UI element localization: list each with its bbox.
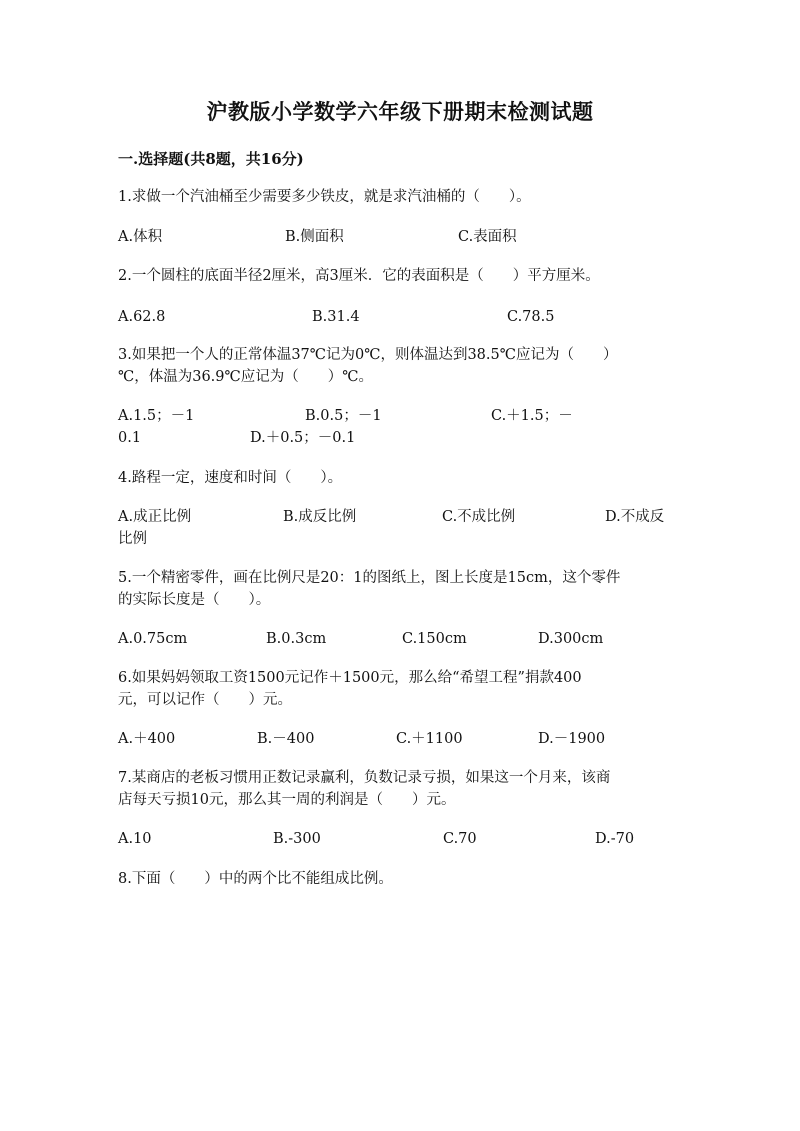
q4-option-c: C.不成比例 [442,509,516,525]
question-8-line-1: 8.下面（ ）中的两个比不能组成比例。 [118,871,393,887]
q7-option-b: B.-300 [273,831,321,847]
question-4-stem [118,467,678,489]
q7-option-c: C.70 [443,831,477,847]
question-7-stem [118,767,678,811]
question-7-line-1: 7.某商店的老板习惯用正数记录赢利，负数记录亏损，如果这一个月来，该商 [118,770,611,786]
question-3-stem [118,344,678,388]
q6-option-b: B.－400 [257,731,315,747]
q3-option-d: D.＋0.5；－0.1 [250,430,356,446]
question-2-line-1: 2.一个圆柱的底面半径2厘米，高3厘米．它的表面积是（ ）平方厘米。 [118,268,600,284]
page-title: 沪教版小学数学六年级下册期末检测试题 [206,99,594,124]
q6-option-d: D.－1900 [538,731,606,747]
q5-option-b: B.0.3cm [266,631,327,647]
q2-option-c: C.78.5 [507,309,555,325]
q4-option-d: D.不成反 [605,509,665,525]
q1-option-b: B.侧面积 [285,229,344,245]
question-5-line-1: 5.一个精密零件，画在比例尺是20：1的图纸上，图上长度是15cm，这个零件 [118,570,621,586]
q2-option-b: B.31.4 [312,309,360,325]
q5-option-a: A.0.75cm [118,631,188,647]
q5-option-d: D.300cm [538,631,604,647]
question-3-line-2: ℃，体温为36.9℃应记为（ ）℃。 [118,369,373,385]
q1-option-a: A.体积 [118,229,163,245]
q6-option-c: C.＋1100 [396,731,463,747]
question-6-line-2: 元，可以记作（ ）元。 [118,692,292,708]
question-8-stem [118,868,678,890]
q1-option-c: C.表面积 [458,229,517,245]
q3-option-b: B.0.5；－1 [305,408,382,424]
question-3-line-1: 3.如果把一个人的正常体温37℃记为0℃，则体温达到38.5℃应记为（ ） [118,347,618,363]
question-5-line-2: 的实际长度是（ ）。 [118,592,271,608]
question-1-line-1: 1.求做一个汽油桶至少需要多少铁皮，就是求汽油桶的（ ）。 [118,189,531,205]
q3-option-c-continued: 0.1 [118,430,142,446]
q2-option-a: A.62.8 [118,309,166,325]
q3-option-a: A.1.5；－1 [118,408,195,424]
question-4-line-1: 4.路程一定，速度和时间（ ）。 [118,470,343,486]
question-1-stem [118,186,678,208]
q3-option-c: C.＋1.5；－ [491,408,573,424]
question-2-stem [118,265,678,287]
q7-option-a: A.10 [118,831,152,847]
question-6-stem [118,667,678,711]
question-7-line-2: 店每天亏损10元，那么其一周的利润是（ ）元。 [118,792,456,808]
q4-option-d-continued: 比例 [118,531,147,547]
section-heading: 一.选择题(共8题，共16分) [118,150,304,168]
q4-option-a: A.成正比例 [118,509,192,525]
q5-option-c: C.150cm [402,631,467,647]
q7-option-d: D.-70 [595,831,635,847]
q6-option-a: A.＋400 [118,731,176,747]
q4-option-b: B.成反比例 [283,509,357,525]
question-6-line-1: 6.如果妈妈领取工资1500元记作＋1500元，那么给“希望工程”捐款400 [118,670,582,686]
question-5-stem [118,567,678,611]
